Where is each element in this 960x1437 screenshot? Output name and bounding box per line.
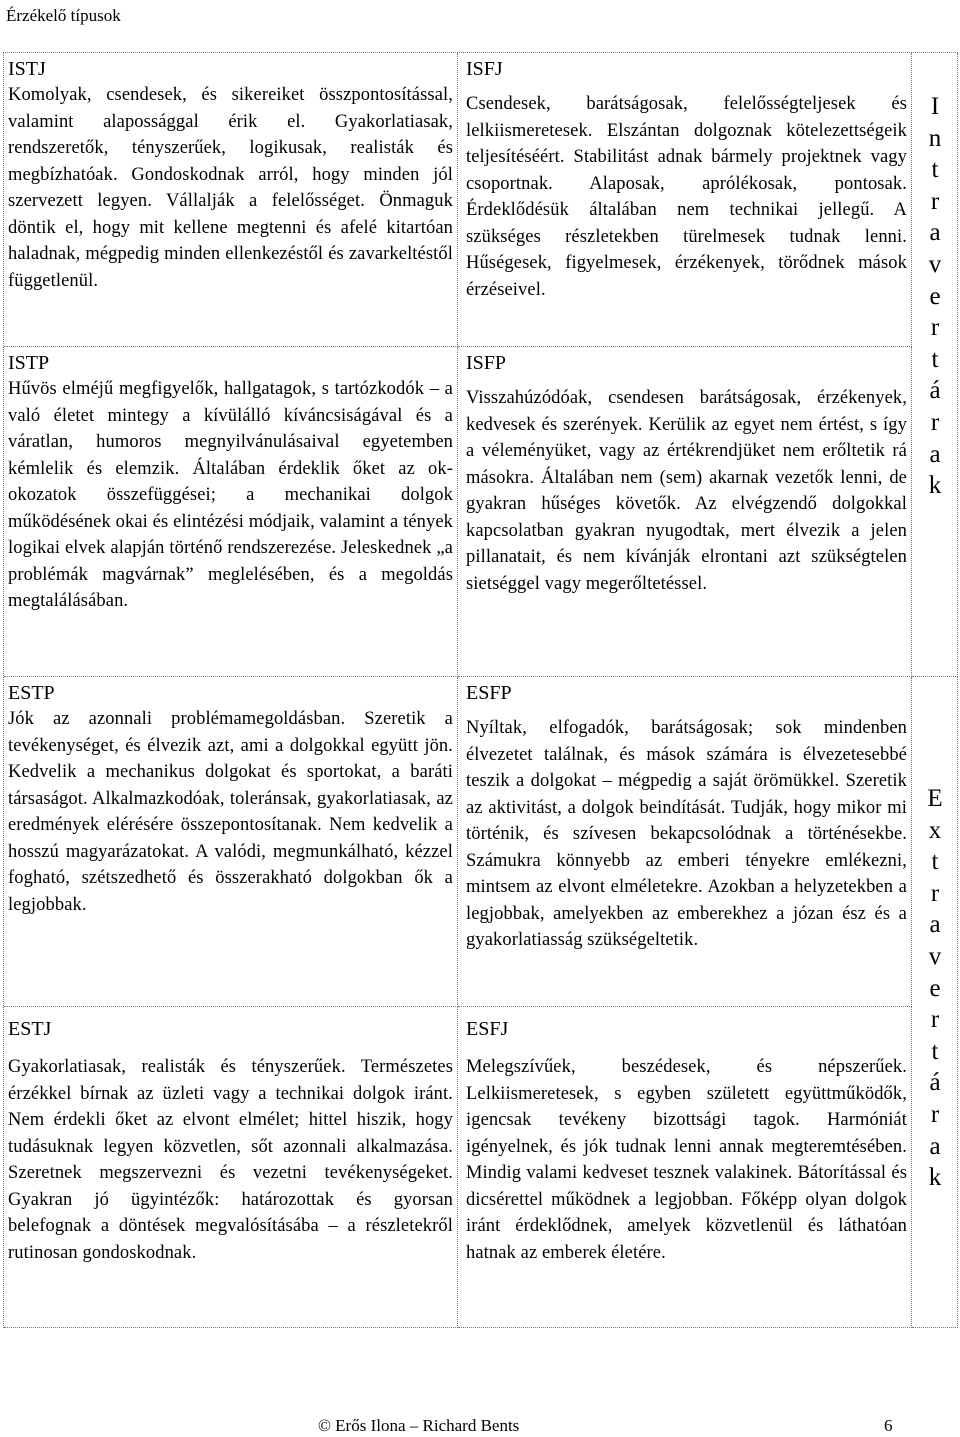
side-label-introverted-cell (912, 53, 958, 677)
cell-istp (4, 347, 458, 677)
type-heading: ESFJ (466, 1018, 509, 1040)
side-label-introverted: I n t r a v e r t á r a k (928, 93, 942, 500)
cell-esfj (458, 1007, 912, 1328)
footer-page-number: 6 (884, 1416, 893, 1435)
type-description: Komolyak, csendesek, és sikereiket összpontosítással, valamint alapossággal érik el. Gyakorlatiasak, rendszeretők, tényszerűek, logikusak, realisták és megbízhatóak. Gondoskodnak arról, hogy minden jól szervezett legyen. Vállalják a felelősséget. Önmaguk döntik el, hogy mit kellene megtenni és afelé kitartóan haladnak, mégpedig minden ellenkezéstől és zavarkeltéstől függetlenül. (8, 85, 453, 291)
type-description: Visszahúzódóak, csendesen barátságosak, érzékenyek, kedvesek és szerények. Kerülik az egyet nem értést, s így a véleményüket, vagy az értékrendjüket nem erőltetik rá másokra. Általában nem (sem) akarnak vezetők lenni, de gyakran hűséges követők. Az elvégzendő dolgokkal kapcsolatban gyakran nyugodtak, mert élvezik a jelen pillanatait, és nem kívánják elrontani azt szükségtelen sietséggel vagy megerőltetéssel. (466, 388, 907, 594)
cell-istj (4, 53, 458, 347)
type-heading: ESTP (8, 682, 55, 704)
type-heading: ISTP (8, 352, 50, 374)
side-label-extraverted: E x t r a v e r t á r a k (927, 785, 943, 1192)
type-heading: ISFJ (466, 58, 503, 80)
type-heading: ISTJ (8, 58, 46, 80)
cell-esfp (458, 677, 912, 1007)
cell-isfj (458, 53, 912, 347)
type-description: Nyíltak, elfogadók, barátságosak; sok mindenben élvezetet találnak, és mások számára is élvezetesebbé teszik a dolgokat – mégpedig a saját örömükkel. Szeretik az aktivitást, a dolgok beindítását. Tudják, hogy mikor mi történik, és szívesen bekapcsolódnak a történésekbe. Számukra könnyebb az emberi tényekre emlékezni, mintsem az elvont elméletekre. Azokban a helyzetekben a legjobbak, amelyekben az emberekhez a józan ész és a gyakorlatiasság szükségeltetik. (466, 718, 907, 950)
personality-types-table (3, 52, 958, 1328)
type-description: Gyakorlatiasak, realisták és tényszerűek. Természetes érzékkel bírnak az üzleti vagy a technikai dolgok iránt. Nem érdekli őket az elvont elmélet; hittel hiszik, hogy tudásuknak legyen közvetlen, sőt azonnali alkalmazása. Szeretnek megszervezni és vezetni tevékenységeket. Gyakran jó ügyintézők: határozottak és gyorsan belefognak a döntések megvalósításába – a részletekről rutinosan gondoskodnak. (8, 1057, 453, 1263)
type-heading: ISFP (466, 352, 507, 374)
cell-estj (4, 1007, 458, 1328)
type-description: Jók az azonnali problémamegoldásban. Szeretik a tevékenységet, és élvezik azt, ami a dolgokkal együtt jön. Kedvelik a mechanikus dolgokat és sportokat, a baráti társaságot. Alkalmazkodóak, toleránsak, gyakorlatiasak, az eredmények elérésére összepontosítanak. Nem kedvelik a hosszú magyarázatokat. A valódi, megmunkálható, kézzel fogható, szétszedhető és összerakható dolgokban ők a legjobbak. (8, 709, 453, 915)
cell-isfp (458, 347, 912, 677)
type-heading: ESTJ (8, 1018, 52, 1040)
page-header-title: Érzékelő típusok (6, 6, 121, 25)
footer-credit: © Erős Ilona – Richard Bents (318, 1416, 520, 1435)
cell-estp (4, 677, 458, 1007)
type-description: Csendesek, barátságosak, felelősségteljesek és lelkiismeretesek. Elszántan dolgoznak kötelezettségeik teljesítéséért. Stabilitást adnak bármely projektnek vagy csoportnak. Alaposak, aprólékosak, pontosak. Érdeklődésük általában nem technikai jellegű. A szükséges részletekben türelmesek tudnak lenni. Hűségesek, figyelmesek, érzékenyek, törődnek mások érzéseivel. (466, 94, 907, 300)
type-description: Melegszívűek, beszédesek, és népszerűek. Lelkiismeretesek, s egyben született együttműködők, igencsak tevékeny bizottsági tagok. Harmóniát igényelnek, és jók tudnak lenni annak megteremtésében. Mindig valami kedveset tesznek valakinek. Bátorítással és dicsérettel működnek a legjobban. Főképp olyan dolgok iránt érdeklődnek, amelyek közvetlenül és láthatóan hatnak az emberek életére. (466, 1057, 907, 1263)
side-label-extraverted-cell (912, 677, 958, 1328)
type-description: Hűvös elméjű megfigyelők, hallgatagok, s tartózkodók – a való életet mintegy a kívülálló kíváncsiságával és a váratlan, humoros megnyilvánulásaival egyetemben kémlelik és elemzik. Általában érdeklik őket az ok-okozatok összefüggései; a mechanikai dolgok működésének okai és elintézési módjaik, valamint a tények logikai elvek alapján történő rendszerezése. Jeleskednek „a problémák magvárnak” meglelésében, és a megoldás megtalálásában. (8, 379, 453, 611)
type-heading: ESFP (466, 682, 512, 704)
